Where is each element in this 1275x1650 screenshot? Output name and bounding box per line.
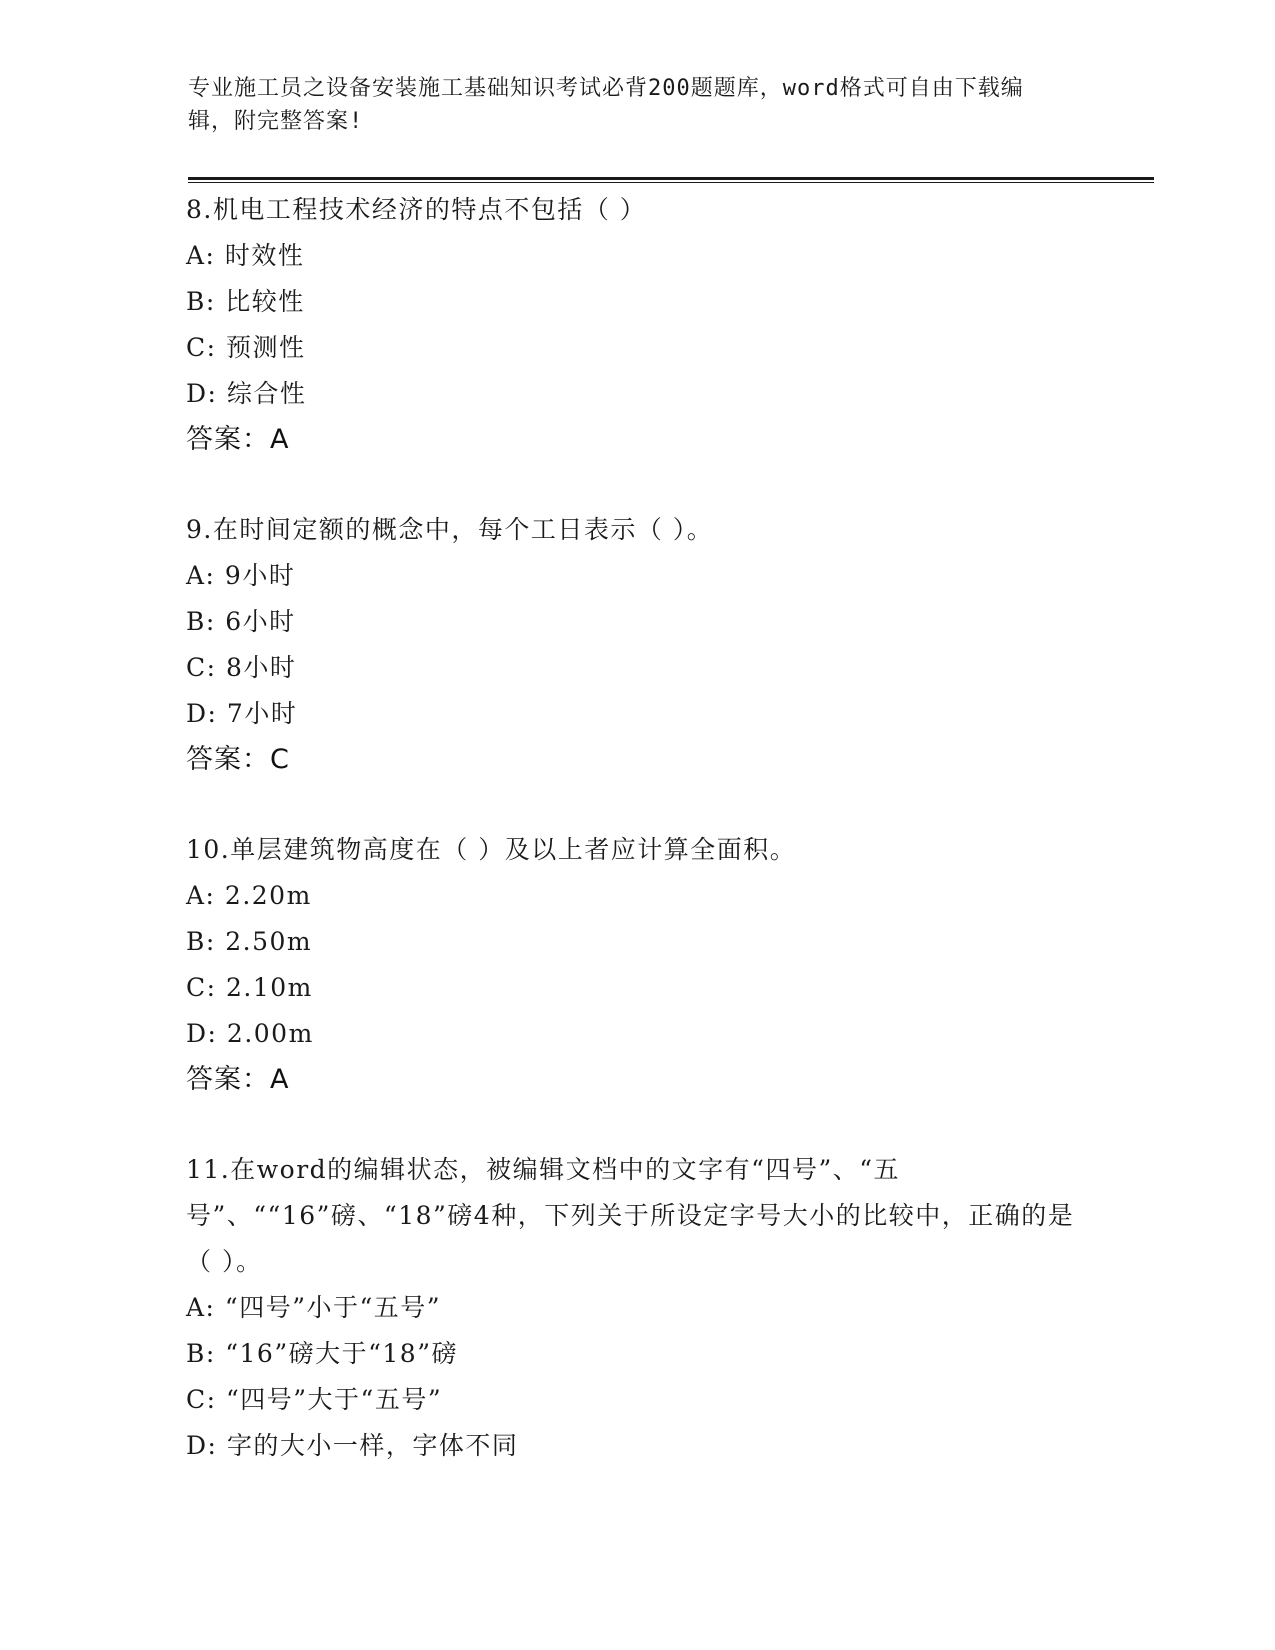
option-a: A: “四号”小于“五号” (186, 1293, 442, 1322)
question-stem: 8.机电工程技术经济的特点不包括（ ） (186, 195, 647, 224)
option-c: C: “四号”大于“五号” (186, 1385, 443, 1414)
option-a: A: 2.20m (186, 881, 312, 910)
question-11 (186, 1147, 1086, 1469)
answer-line: 答案：A (186, 424, 290, 455)
question-stem: 9.在时间定额的概念中，每个工日表示（ ）。 (186, 515, 714, 544)
option-a: A: 时效性 (186, 241, 305, 270)
option-d: D: 字的大小一样，字体不同 (186, 1431, 519, 1460)
question-stem: 11.在word的编辑状态，被编辑文档中的文字有“四号”、“五号”、““16”磅、“18”磅4种，下列关于所设定字号大小的比较中，正确的是（ ）。 (186, 1155, 1075, 1276)
option-b: B: 比较性 (186, 287, 305, 316)
option-c: C: 预测性 (186, 333, 306, 362)
question-8 (186, 187, 1086, 463)
option-b: B: 6小时 (186, 607, 296, 636)
header-divider (188, 177, 1154, 183)
answer-line: 答案：A (186, 1064, 290, 1095)
option-a: A: 9小时 (186, 561, 296, 590)
document-header: 专业施工员之设备安装施工基础知识考试必背200题题库，word格式可自由下载编辑，附完整答案! (188, 76, 1024, 134)
option-c: C: 2.10m (186, 973, 313, 1002)
option-d: D: 2.00m (186, 1019, 314, 1048)
option-b: B: “16”磅大于“18”磅 (186, 1339, 458, 1368)
option-d: D: 综合性 (186, 379, 307, 408)
option-c: C: 8小时 (186, 653, 297, 682)
question-stem: 10.单层建筑物高度在（ ）及以上者应计算全面积。 (186, 835, 797, 864)
option-b: B: 2.50m (186, 927, 313, 956)
question-list (186, 187, 1086, 1513)
answer-line: 答案：C (186, 744, 290, 775)
question-10 (186, 827, 1086, 1103)
question-9 (186, 507, 1086, 783)
option-d: D: 7小时 (186, 699, 298, 728)
